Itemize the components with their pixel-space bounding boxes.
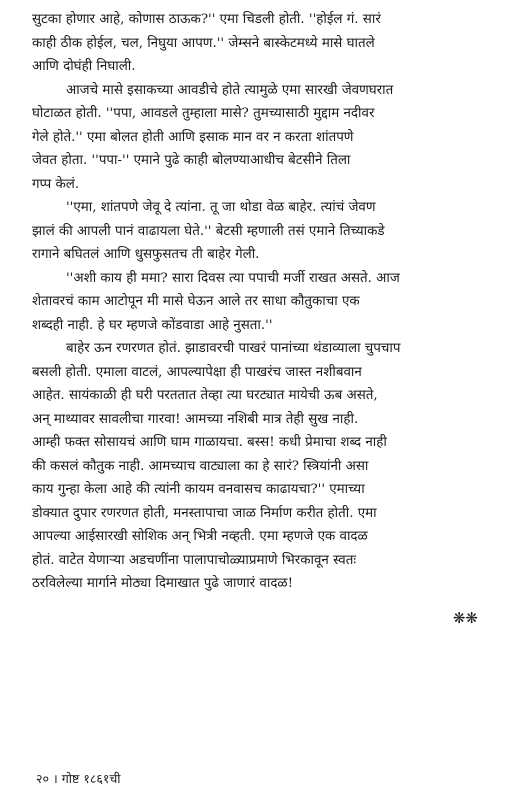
page-number: २० (36, 771, 50, 786)
paragraph (32, 79, 482, 197)
text-line: आपल्या आईसारखी सोशिक अन् भित्री नव्हती. एमा म्हणजे एक वादळ (32, 529, 368, 544)
text-line: आहेत. सायंकाळी ही घरी परततात तेव्हा त्या घरट्यात मायेची ऊब असते, (32, 388, 378, 403)
paragraph (32, 267, 482, 338)
text-line: की कसलं कौतुक नाही. आमच्याच वाट्याला का हे सारं? स्त्रियांनी असा (32, 458, 369, 474)
text-line: जेवत होता. ''पपा-'' एमाने पुढे काही बोलण्याआधीच बेटसीने तिला (32, 153, 351, 168)
text-line: आजचे मासे इसाकच्या आवडीचे होते त्यामुळे एमा सारखी जेवणघरात (66, 82, 394, 98)
text-line: आणि दोघंही निघाली. (32, 59, 136, 74)
paragraph (32, 196, 482, 267)
page-body (32, 8, 482, 596)
paragraph (32, 337, 482, 596)
text-line: ठरविलेल्या मार्गाने मोठ्या दिमाखात पुढे जाणारं वादळ! (32, 576, 293, 591)
text-line: आम्ही फक्त सोसायचं आणि घाम गाळायचा. बस्स! कधी प्रेमाचा शब्द नाही (32, 435, 387, 450)
footer-separator: । (53, 771, 58, 786)
text-line: काही ठीक होईल, चल, निघुया आपण.'' जेम्सने बास्केटमध्ये मासे घातले (32, 35, 375, 51)
book-title: गोष्ट १८६१ची (61, 771, 121, 786)
text-line: गप्प केलं. (32, 176, 80, 192)
text-line: सुटका होणार आहे, कोणास ठाऊक?'' एमा चिडली होती. ''होईल गं. सारं (32, 12, 381, 27)
text-line: ''एमा, शांतपणे जेवू दे त्यांना. तू जा थोडा वेळ बाहेर. त्यांचं जेवण (66, 200, 376, 215)
text-line: बसली होती. एमाला वाटलं, आपल्यापेक्षा ही पाखरंच जास्त नशीबवान (32, 364, 362, 380)
text-line: घोटाळत होती. ''पपा, आवडले तुम्हाला मासे? तुमच्यासाठी मुद्दाम नदीवर (32, 106, 375, 121)
text-line: डोक्यात दुपार रणरणत होती, मनस्तापाचा जाळ निर्माण करीत होती. एमा (32, 505, 377, 521)
text-line: बाहेर ऊन रणरणत होतं. झाडावरची पाखरं पानांच्या थंडाव्याला चुपचाप (66, 341, 401, 356)
text-line: होतं. वाटेत येणाऱ्या अडचणींना पालापाचोळ्याप्रमाणे भिरकावून स्वतः (32, 552, 357, 568)
text-line: गेले होते.'' एमा बोलत होती आणि इसाक मान वर न करता शांतपणे (32, 129, 354, 145)
text-line: झालं की आपली पानं वाढायला घेते.'' बेटसी म्हणाली तसं एमाने तिच्याकडे (32, 223, 385, 239)
text-line: रागाने बघितलं आणि धुसफुसतच ती बाहेर गेली. (32, 247, 260, 262)
page-footer (36, 770, 121, 788)
paragraph (32, 8, 482, 79)
text-line: अन् माथ्यावर सावलीचा गारवा! आमच्या नशिबी मात्र तेही सुख नाही. (32, 411, 359, 427)
text-line: ''अशी काय ही ममा? सारा दिवस त्या पपाची मर्जी राखत असते. आज (66, 270, 400, 286)
text-line: शब्दही नाही. हे घर म्हणजे कोंडवाडा आहे नुसता.'' (32, 317, 273, 333)
text-line: शेतावरचं काम आटोपून मी मासे घेऊन आले तर साधा कौतुकाचा एक (32, 294, 360, 309)
section-end-ornament: ❋❋ (452, 609, 478, 627)
text-line: काय गुन्हा केला आहे की त्यांनी कायम वनवासच काढायचा?'' एमाच्या (32, 482, 365, 497)
